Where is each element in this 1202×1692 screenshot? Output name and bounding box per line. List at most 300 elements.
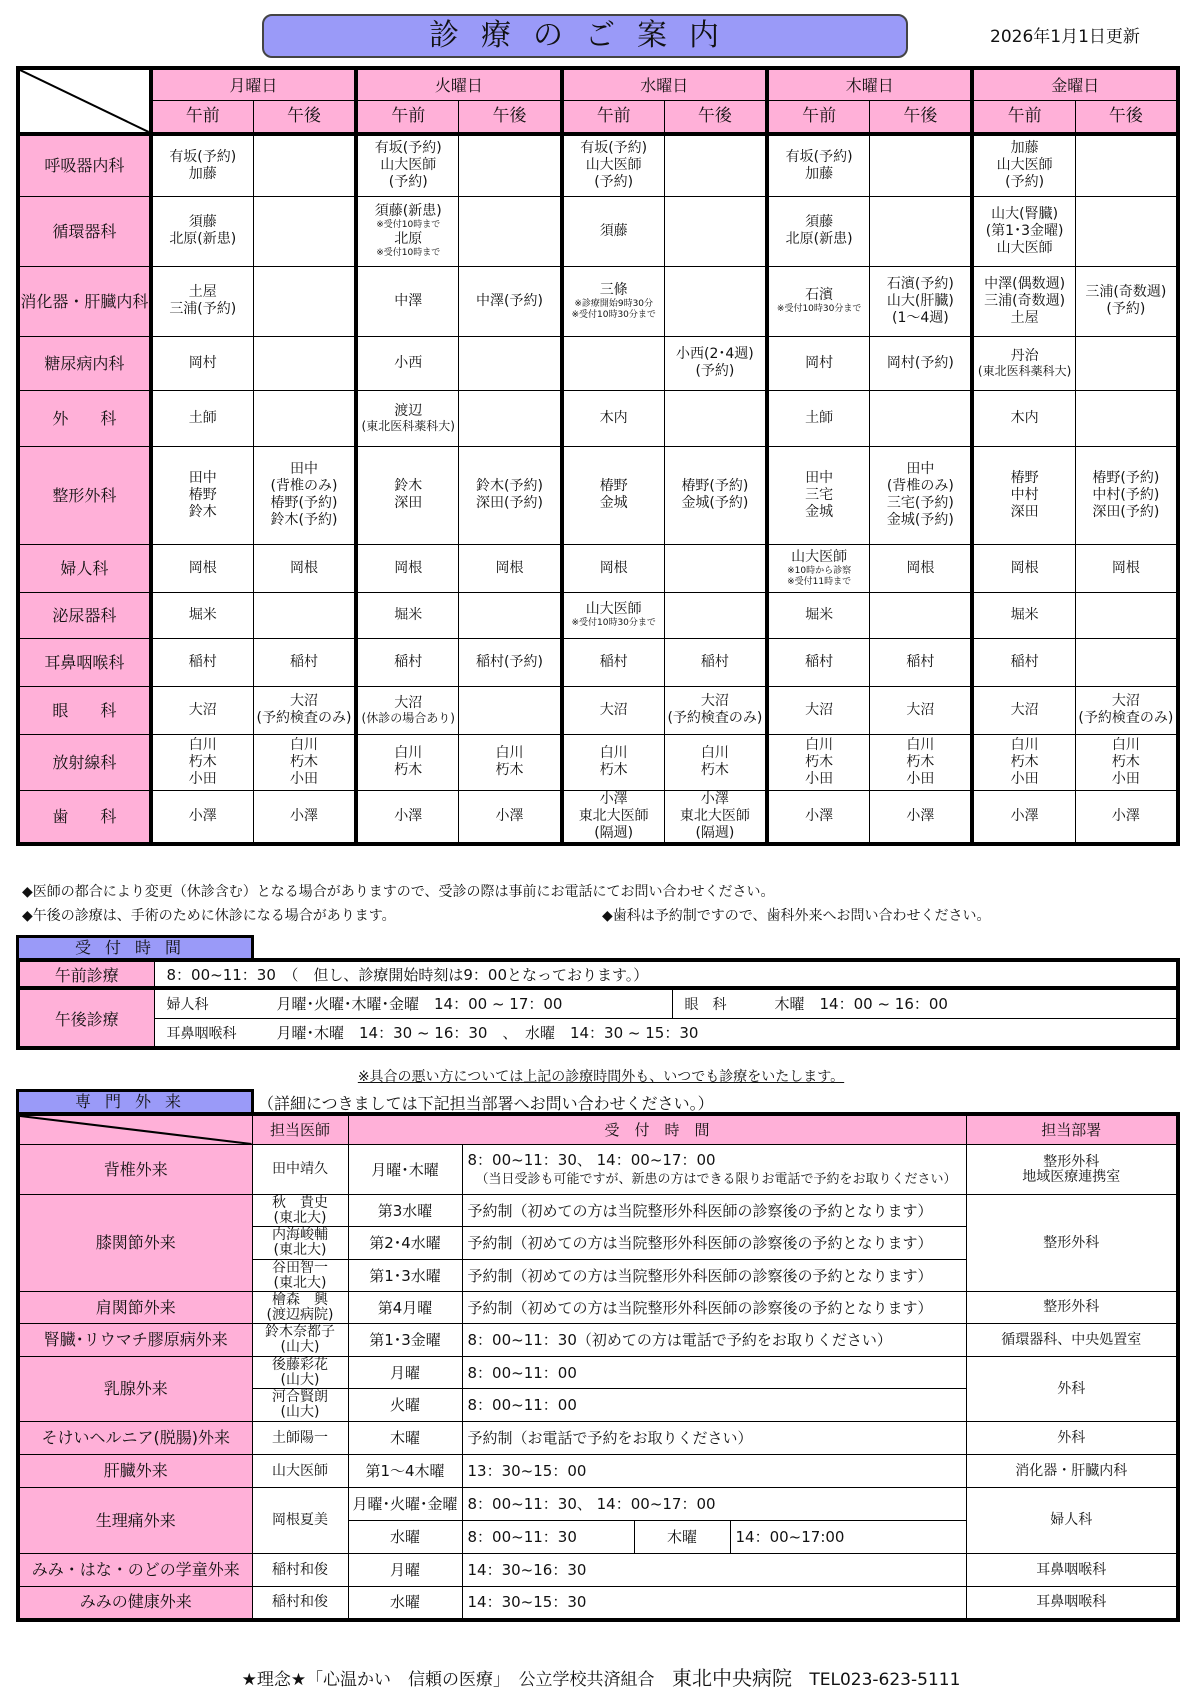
- department-label: 整形外科: [18, 446, 151, 544]
- doctor-affiliation: (東北大): [273, 1209, 327, 1226]
- outpatient-name: [18, 1422, 252, 1455]
- schedule-cell: [870, 638, 973, 686]
- doctor-cell: [252, 1227, 348, 1260]
- schedule-cell: [253, 196, 356, 266]
- department-name: 整形外科: [1043, 1153, 1100, 1170]
- doctor-affiliation: (山大): [280, 1339, 320, 1355]
- time-cell: [462, 1260, 966, 1292]
- doctor-name: 白川: [290, 736, 318, 753]
- schedule-row: [18, 134, 1178, 196]
- outpatient-name: [18, 1357, 252, 1422]
- schedule-cell: [1075, 134, 1178, 196]
- header-am: 午前: [356, 101, 459, 135]
- time-cell: [462, 1357, 966, 1389]
- doctor-name: 小澤: [188, 807, 217, 824]
- schedule-row: [18, 544, 1178, 592]
- doctor-name: 小澤: [495, 807, 524, 824]
- reception-table: [16, 958, 1180, 1050]
- doctor-name: 山大医師: [380, 157, 437, 174]
- doctor-name: 大沼: [394, 695, 423, 711]
- time-sub-label: （当日受診も可能ですが、新患の方はできる限りお電話で予約をお取りください）: [475, 1171, 957, 1187]
- day-cell: [634, 1521, 730, 1554]
- schedule-cell: [562, 196, 665, 266]
- schedule-cell: [664, 790, 767, 844]
- time-label: 8：00~11：30: [467, 1528, 577, 1546]
- doctor-name: 岡根: [394, 559, 423, 576]
- doctor-cell: [252, 1145, 348, 1195]
- header-am: 午前: [972, 101, 1075, 135]
- schedule-cell: [870, 734, 973, 790]
- schedule-row: [18, 686, 1178, 734]
- day-cell: [348, 1324, 462, 1357]
- doctor-name: 三宅(予約): [886, 495, 954, 511]
- cell-note: ※10時から診察: [787, 565, 852, 576]
- schedule-cell: [562, 266, 665, 336]
- doctor-cell: [252, 1422, 348, 1455]
- doctor-name: 岡根: [1010, 559, 1039, 576]
- doctor-name: 有坂(予約): [169, 148, 237, 165]
- doctor-name: 大沼: [700, 693, 729, 709]
- day-label: 月曜･火曜･金曜: [352, 1495, 458, 1513]
- special-row: [18, 1488, 1178, 1521]
- schedule-cell: [356, 446, 459, 544]
- doctor-name: 木内: [599, 409, 628, 426]
- time-cell: [462, 1521, 634, 1554]
- department-label: 放射線科: [18, 734, 151, 790]
- special-row: [18, 1554, 1178, 1587]
- schedule-cell: [253, 544, 356, 592]
- schedule-row: [18, 266, 1178, 336]
- doctor-name: 椿野: [599, 478, 628, 494]
- day-cell: [348, 1488, 462, 1521]
- special-row: [18, 1292, 1178, 1324]
- doctor-name: 中村: [1010, 486, 1039, 503]
- time-label: 14：00~17:00: [735, 1528, 845, 1546]
- cell-note: ※受付10時30分まで: [571, 618, 656, 628]
- pm-dept: 眼 科: [684, 997, 727, 1014]
- schedule-cell: [664, 336, 767, 390]
- doctor-affiliation: (山大): [280, 1404, 320, 1420]
- doctor-cell: [252, 1554, 348, 1587]
- doctor-name: 小澤: [906, 807, 935, 824]
- time-label: 8：00~11：30、 14：00~17：00: [467, 1495, 716, 1513]
- doctor-name: 岡根: [495, 559, 524, 576]
- schedule-row: [18, 638, 1178, 686]
- doctor-name: 須藤(新患): [374, 203, 442, 219]
- doctor-name: (予約検査のみ): [256, 710, 352, 726]
- time-cell: [462, 1227, 966, 1260]
- day-header-wed: 水曜日: [562, 68, 767, 101]
- schedule-cell: [870, 686, 973, 734]
- schedule-cell: [253, 734, 356, 790]
- doctor-name: 大沼: [805, 701, 834, 718]
- doctor-name: 朽木: [1010, 753, 1039, 770]
- day-header-thu: 木曜日: [767, 68, 972, 101]
- doctor-name: 北原: [394, 231, 423, 247]
- schedule-cell: [356, 638, 459, 686]
- special-row: [18, 1195, 1178, 1227]
- footer-motto: ★理念★「心温かい 信頼の医療」 公立学校共済組合: [241, 1670, 655, 1690]
- header-pm: 午後: [253, 101, 356, 135]
- doctor-name: 朽木: [906, 753, 935, 770]
- doctor-name: 鈴木(予約): [475, 478, 543, 494]
- doctor-name: 小田: [805, 770, 834, 787]
- outpatient-name-label: みみ・はな・のどの学童外来: [31, 1560, 240, 1579]
- schedule-cell: [356, 686, 459, 734]
- day-cell: [348, 1587, 462, 1620]
- day-label: 水曜: [389, 1528, 420, 1546]
- schedule-cell: [1075, 196, 1178, 266]
- doctor-name: 秋 貴史: [272, 1194, 328, 1211]
- doctor-name: 加藤: [805, 165, 834, 182]
- special-row: [18, 1324, 1178, 1357]
- schedule-cell: [767, 336, 870, 390]
- schedule-cell: [1075, 790, 1178, 844]
- special-outpatient-table: [16, 1112, 1180, 1622]
- doctor-name: 岡根夏美: [272, 1512, 328, 1528]
- department-label: 糖尿病内科: [18, 336, 151, 390]
- doctor-name: 田中: [805, 469, 834, 486]
- doctor-cell: [252, 1455, 348, 1488]
- doctor-affiliation: (東北大): [273, 1242, 327, 1258]
- doctor-cell: [252, 1292, 348, 1324]
- header-time: 受 付 時 間: [348, 1114, 966, 1145]
- schedule-cell: [767, 134, 870, 196]
- doctor-name: 山大医師: [996, 157, 1053, 174]
- schedule-cell: [253, 446, 356, 544]
- day-label: 木曜: [389, 1429, 420, 1447]
- schedule-cell: [767, 544, 870, 592]
- schedule-cell: [870, 196, 973, 266]
- doctor-name: 須藤: [188, 214, 217, 230]
- outpatient-name-label: 背椎外来: [103, 1159, 168, 1179]
- schedule-cell: [767, 734, 870, 790]
- doctor-name: 朽木: [495, 762, 524, 778]
- day-label: 第4月曜: [377, 1298, 433, 1317]
- doctor-cell: [252, 1260, 348, 1292]
- doctor-name: 大沼: [188, 701, 217, 718]
- header-doctor: 担当医師: [252, 1114, 348, 1145]
- department-cell: [966, 1554, 1178, 1587]
- doctor-name: 北原(新患): [785, 231, 853, 247]
- schedule-cell: [870, 390, 973, 446]
- schedule-cell: [972, 638, 1075, 686]
- doctor-name: 椿野(予約): [270, 495, 338, 511]
- doctor-name: 田中: [188, 469, 217, 486]
- doctor-name: 朽木: [599, 762, 628, 778]
- schedule-table: [16, 66, 1180, 846]
- time-cell: [462, 1455, 966, 1488]
- doctor-name: 中澤: [394, 292, 423, 309]
- page-title: 診療のご案内: [262, 14, 908, 58]
- doctor-name: 堀米: [805, 606, 834, 623]
- schedule-row: [18, 446, 1178, 544]
- day-cell: [348, 1227, 462, 1260]
- time-label: 8：00~11：30、 14：00~17：00: [467, 1150, 716, 1169]
- schedule-cell: [562, 734, 665, 790]
- schedule-cell: [1075, 734, 1178, 790]
- special-row: [18, 1587, 1178, 1620]
- time-label: 予約制（初めての方は当院整形外科医師の診察後の予約となります）: [467, 1298, 933, 1317]
- header-pm: 午後: [870, 101, 973, 135]
- pm-row-gynecology: [154, 988, 672, 1018]
- time-cell: [462, 1292, 966, 1324]
- doctor-name: 北原(新患): [169, 231, 237, 247]
- schedule-cell: [664, 446, 767, 544]
- schedule-cell: [972, 266, 1075, 336]
- time-cell: [462, 1145, 966, 1195]
- doctor-name: 谷田智一: [272, 1259, 328, 1276]
- doctor-name: 石濱(予約): [886, 275, 954, 292]
- schedule-cell: [356, 544, 459, 592]
- doctor-name: 稲村: [805, 653, 834, 670]
- doctor-name: (隔週): [594, 824, 634, 841]
- schedule-row: [18, 592, 1178, 638]
- schedule-cell: [972, 134, 1075, 196]
- doctor-name: 鈴木(予約): [270, 512, 338, 528]
- schedule-cell: [870, 266, 973, 336]
- doctor-name: 岡根: [188, 559, 217, 576]
- doctor-name: 加藤: [1010, 140, 1039, 157]
- schedule-cell: [151, 134, 254, 196]
- doctor-name: 小西: [394, 354, 423, 371]
- hospital-phone: TEL023-623-5111: [809, 1670, 961, 1690]
- department-label: 呼吸器内科: [18, 134, 151, 196]
- doctor-name: (予約): [1005, 174, 1045, 191]
- day-header-tue: 火曜日: [356, 68, 561, 101]
- schedule-cell: [870, 790, 973, 844]
- doctor-name: 小田: [1010, 770, 1039, 787]
- schedule-cell: [356, 734, 459, 790]
- schedule-cell: [562, 686, 665, 734]
- doctor-name: 朽木: [188, 753, 217, 770]
- day-cell: [348, 1554, 462, 1587]
- schedule-cell: [972, 196, 1075, 266]
- schedule-cell: [767, 638, 870, 686]
- doctor-name: 小田: [290, 770, 318, 787]
- time-label: 8：00~11：30（初めての方は電話で予約をお取りください）: [467, 1331, 892, 1349]
- doctor-name: (予約検査のみ): [1078, 710, 1174, 726]
- schedule-row: [18, 196, 1178, 266]
- doctor-name: 白川: [1010, 736, 1039, 753]
- doctor-name: 岡根: [1111, 559, 1140, 576]
- day-label: 第1･3金曜: [369, 1331, 441, 1349]
- cell-note: ※受付10時まで: [376, 248, 441, 258]
- day-label: 月曜･木曜: [371, 1160, 439, 1179]
- department-cell: [966, 1455, 1178, 1488]
- schedule-cell: [253, 336, 356, 390]
- doctor-name: 稲村: [188, 653, 217, 670]
- header-pm: 午後: [1075, 101, 1178, 135]
- schedule-cell: [972, 790, 1075, 844]
- schedule-cell: [562, 390, 665, 446]
- doctor-name: 田中: [290, 461, 318, 477]
- schedule-cell: [151, 686, 254, 734]
- header-am: 午前: [767, 101, 870, 135]
- outpatient-name: [18, 1324, 252, 1357]
- outpatient-name: [18, 1455, 252, 1488]
- doctor-name: (予約): [1106, 301, 1146, 317]
- schedule-cell: [972, 446, 1075, 544]
- schedule-cell: [1075, 336, 1178, 390]
- doctor-name: 稲村: [700, 653, 729, 670]
- doctor-name: 岡村: [805, 354, 834, 371]
- pm-hours: 月曜･木曜 14：30 ~ 16：30 、 水曜 14：30 ~ 15：30: [276, 1023, 699, 1042]
- doctor-name: 小澤: [290, 807, 318, 824]
- schedule-cell: [1075, 592, 1178, 638]
- day-cell: [348, 1260, 462, 1292]
- cell-note: ※診療開始9時30分: [574, 298, 654, 309]
- doctor-name: 中澤(予約): [475, 292, 543, 309]
- am-hours: 8：00~11：30 （ 但し、診療開始時刻は9：00となっております。）: [154, 960, 1178, 988]
- schedule-cell: [870, 592, 973, 638]
- department-name: 循環器科、中央処置室: [1001, 1331, 1142, 1348]
- doctor-name: (隔週): [695, 824, 735, 841]
- day-cell: [348, 1521, 462, 1554]
- updated-date: 2026年1月1日更新: [990, 27, 1140, 47]
- schedule-cell: [151, 638, 254, 686]
- note-dental: ◆歯科は予約制ですので、歯科外来へお問い合わせください。: [602, 908, 991, 924]
- doctor-name: 三浦(奇数週): [1085, 284, 1167, 300]
- department-name: 整形外科: [1043, 1234, 1100, 1251]
- schedule-cell: [151, 544, 254, 592]
- doctor-name: 岡根: [599, 559, 628, 576]
- doctor-name: 小田: [1111, 770, 1140, 787]
- doctor-name: 稲村: [290, 653, 318, 670]
- doctor-name: 朽木: [1111, 753, 1140, 770]
- schedule-row: [18, 390, 1178, 446]
- schedule-cell: [664, 266, 767, 336]
- time-cell: [462, 1195, 966, 1227]
- doctor-name: 小澤: [805, 807, 834, 824]
- schedule-cell: [459, 638, 562, 686]
- time-cell: [730, 1521, 966, 1554]
- outpatient-name-label: そけいヘルニア(脱腸)外来: [41, 1428, 230, 1447]
- pm-row-ophthalmology: [672, 988, 1178, 1018]
- doctor-name: 堀米: [1010, 606, 1039, 623]
- outpatient-name-label: 肩関節外来: [95, 1297, 176, 1317]
- schedule-cell: [151, 592, 254, 638]
- schedule-cell: [356, 592, 459, 638]
- schedule-cell: [253, 134, 356, 196]
- outpatient-name-label: 膝関節外来: [95, 1233, 176, 1252]
- schedule-cell: [151, 790, 254, 844]
- day-label: 第3水曜: [377, 1201, 433, 1220]
- note-schedule-change: ◆医師の都合により変更（休診含む）となる場合がありますので、受診の際は事前にお電話にてお問い合わせください。: [22, 884, 775, 900]
- special-row: [18, 1145, 1178, 1195]
- schedule-cell: [664, 686, 767, 734]
- time-cell: [462, 1587, 966, 1620]
- doctor-name: 稲村: [906, 653, 935, 670]
- time-label: 予約制（初めての方は当院整形外科医師の診察後の予約となります）: [467, 1201, 933, 1220]
- doctor-name: 丹治: [1010, 348, 1039, 364]
- department-cell: [966, 1292, 1178, 1324]
- schedule-cell: [1075, 390, 1178, 446]
- schedule-cell: [253, 790, 356, 844]
- doctor-name: 小澤: [599, 790, 628, 807]
- doctor-name: 鈴木奈都子: [265, 1324, 335, 1340]
- schedule-cell: [562, 446, 665, 544]
- schedule-cell: [870, 336, 973, 390]
- doctor-name: 小田: [906, 770, 935, 787]
- doctor-name: 金城: [805, 503, 834, 520]
- schedule-cell: [664, 592, 767, 638]
- day-header-mon: 月曜日: [151, 68, 356, 101]
- schedule-cell: [972, 336, 1075, 390]
- department-cell: [966, 1587, 1178, 1620]
- doctor-cell: [252, 1587, 348, 1620]
- cell-note: ※受付10時30分まで: [776, 304, 862, 314]
- doctor-name: 渡辺: [394, 403, 423, 419]
- doctor-name: 小澤: [1111, 807, 1140, 824]
- day-label: 月曜: [389, 1363, 420, 1382]
- day-cell: [348, 1455, 462, 1488]
- outpatient-name-label: 腎臓･リウマチ膠原病外来: [43, 1330, 228, 1349]
- doctor-name: 大沼: [1111, 693, 1140, 709]
- doctor-name: 白川: [495, 745, 524, 761]
- doctor-name: 深田(予約): [475, 495, 543, 511]
- doctor-name: (休診の場合あり): [361, 711, 455, 725]
- cell-note: ※受付10時まで: [376, 220, 441, 230]
- schedule-cell: [253, 266, 356, 336]
- footer: [0, 1662, 1202, 1691]
- table-corner: [18, 68, 151, 134]
- doctor-name: 須藤: [805, 214, 834, 230]
- schedule-cell: [1075, 266, 1178, 336]
- doctor-cell: [252, 1357, 348, 1389]
- schedule-cell: [972, 592, 1075, 638]
- doctor-name: 山大医師: [791, 548, 848, 565]
- schedule-cell: [767, 592, 870, 638]
- day-label: 第1･3水曜: [369, 1266, 441, 1285]
- day-label: 火曜: [389, 1396, 420, 1414]
- doctor-name: 山大(肝臓): [886, 292, 954, 309]
- time-label: 8：00~11：00: [467, 1363, 577, 1382]
- schedule-cell: [459, 686, 562, 734]
- doctor-cell: [252, 1195, 348, 1227]
- doctor-name: 金城(予約): [681, 495, 749, 511]
- schedule-cell: [664, 390, 767, 446]
- day-cell: [348, 1145, 462, 1195]
- emergency-note: ※具合の悪い方については上記の診療時間外も、いつでも診療をいたします。: [357, 1069, 845, 1085]
- doctor-name: (予約検査のみ): [667, 710, 763, 726]
- department-label: 循環器科: [18, 196, 151, 266]
- schedule-cell: [870, 134, 973, 196]
- department-name: 婦人科: [1050, 1512, 1093, 1528]
- pm-dept: 婦人科: [166, 997, 209, 1014]
- schedule-cell: [1075, 446, 1178, 544]
- doctor-name: 土師: [805, 409, 834, 426]
- doctor-name: 岡根: [290, 559, 318, 576]
- day-label: 第1～4木曜: [365, 1462, 445, 1480]
- doctor-name: 大沼: [599, 701, 628, 718]
- doctor-name: 椿野: [1010, 469, 1039, 486]
- doctor-name: 椿野: [188, 486, 217, 503]
- department-name: 整形外科: [1043, 1299, 1100, 1315]
- schedule-cell: [459, 196, 562, 266]
- special-outpatient-tag: 専門外来: [16, 1089, 254, 1115]
- time-cell: [462, 1324, 966, 1357]
- schedule-cell: [151, 196, 254, 266]
- department-label: 耳鼻咽喉科: [18, 638, 151, 686]
- header-dept: 担当部署: [966, 1114, 1178, 1145]
- schedule-cell: [1075, 686, 1178, 734]
- doctor-name: 山大医師: [585, 601, 642, 617]
- department-label: 消化器・肝臓内科: [18, 266, 151, 336]
- doctor-name: 大沼: [1010, 701, 1039, 718]
- time-cell: [462, 1488, 966, 1521]
- doctor-name: 三浦(予約): [169, 301, 237, 317]
